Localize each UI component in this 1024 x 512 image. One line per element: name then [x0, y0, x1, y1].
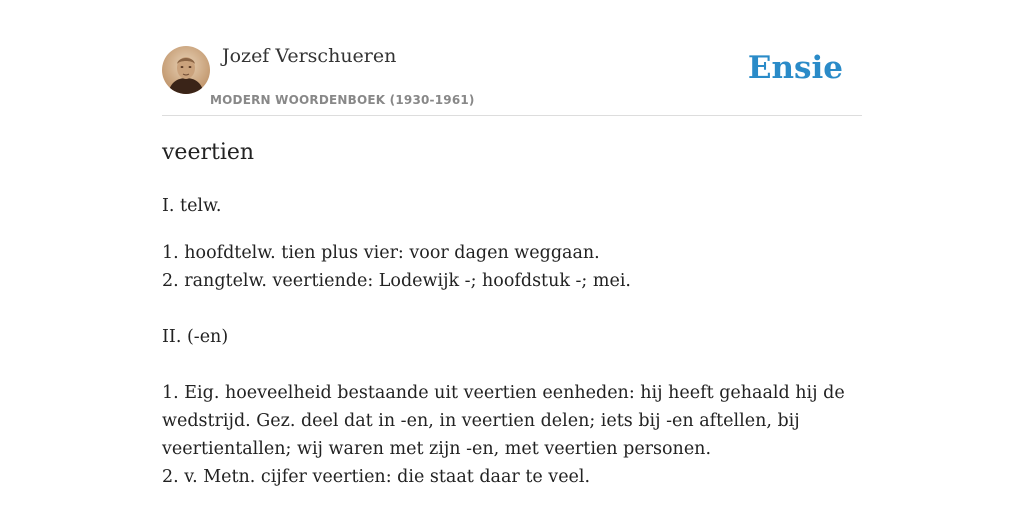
ensie-logo[interactable]: Ensie	[747, 50, 843, 86]
header	[162, 0, 862, 116]
author-portrait-icon	[162, 46, 210, 94]
definition	[162, 192, 862, 491]
entry-title: veertien	[162, 140, 255, 165]
author-avatar[interactable]	[162, 46, 210, 94]
definition-line: 1. hoofdtelw. tien plus vier: voor dagen weggaan.	[162, 243, 600, 263]
author-name[interactable]: Jozef Verschueren	[222, 45, 397, 67]
definition-line: 2. v. Metn. cijfer veertien: die staat daar te veel.	[162, 467, 591, 487]
definition-line: 1. Eig. hoeveelheid bestaande uit veertien eenheden: hij heeft gehaald hij de wedstrijd. Gez. deel dat in -en, in veertien delen; iets bij -en aftellen, bij veertientallen; wij waren met zijn -en, met veertien personen.	[162, 383, 845, 459]
section-heading: II. (-en)	[162, 327, 229, 347]
section-heading: I. telw.	[162, 196, 222, 216]
page	[162, 0, 862, 487]
source-label[interactable]: MODERN WOORDENBOEK (1930-1961)	[210, 93, 475, 107]
definition-line: 2. rangtelw. veertiende: Lodewijk -; hoofdstuk -; mei.	[162, 271, 631, 291]
